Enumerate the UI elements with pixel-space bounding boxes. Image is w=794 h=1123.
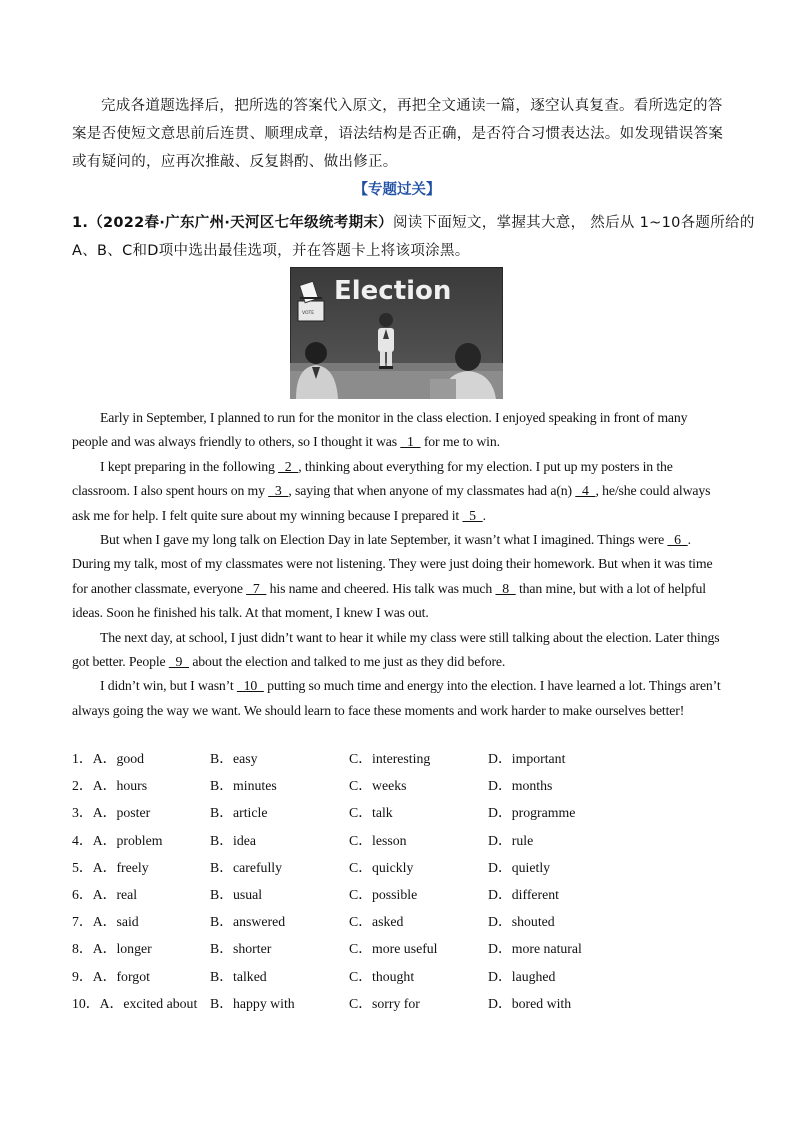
passage-paragraph — [72, 626, 722, 675]
option-a: 8．A．longer — [72, 941, 152, 957]
option-a: 7．A．said — [72, 914, 139, 930]
option-a: 10．A．excited about — [72, 995, 198, 1011]
passage-text: about the election and talked to me just as they did before. — [189, 654, 506, 670]
passage-text: But when I gave my long talk on Election Day in late September, it wasn’t what I imagined. Things were — [100, 532, 668, 548]
reading-passage — [72, 406, 722, 723]
intro-paragraph: 完成各道题选择后，把所选的答案代入原文，再把全文通读一篇，逐空认真复查。看所选定的答案是否使短文意思前后连贯、顺理成章，语法结构是否正确，是否符合习惯表达法。如发现错误答案或有疑问的，应再次推敲、反复斟酌、做出修正。 — [72, 98, 724, 170]
passage-text: . During my talk, most of my classmates were not listening. They were just doing their homework. But when it was time for another classmate, everyone — [72, 532, 713, 596]
answer-blank: 1 — [400, 434, 421, 450]
answer-blank: 8 — [495, 580, 516, 596]
option-b: B．happy with — [210, 995, 295, 1011]
answer-blank: 9 — [168, 654, 190, 670]
option-b: B．talked — [210, 968, 267, 984]
question-instruction: 阅读下面短文，掌握其大意， 然后从 1~10各题所给的A、B、C和D项中选出最佳选项，并在答题卡上将该项涂黑。 — [72, 215, 755, 259]
option-d: D．bored with — [488, 995, 572, 1011]
option-d: D．important — [488, 751, 566, 766]
passage-text: Early in September, I planned to run for the monitor in the class election. I enjoyed speaking in front of many people and was always friendly to others, so I thought it was — [72, 410, 688, 450]
option-c: C．interesting — [349, 751, 431, 766]
passage-paragraph — [72, 674, 722, 723]
option-d: D．months — [488, 778, 553, 794]
section-title: 【专题过关】 — [353, 182, 441, 198]
option-row — [72, 799, 752, 826]
option-c: C．asked — [349, 914, 404, 930]
option-a: 3．A．poster — [72, 805, 151, 821]
option-a: 2．A．hours — [72, 778, 148, 794]
option-c: C．more useful — [349, 941, 438, 957]
option-row — [72, 745, 752, 772]
option-d: D．quietly — [488, 859, 551, 875]
option-a: 6．A．real — [72, 886, 138, 902]
option-c: C．possible — [349, 886, 418, 902]
answer-options — [72, 745, 752, 1017]
option-row — [72, 990, 752, 1017]
option-row — [72, 935, 752, 962]
passage-text: putting so much time and energy into the election. I have learned a lot. Things aren’t always going the way we want. We should learn to face these moments and work harder to make ourselves better! — [72, 678, 721, 718]
passage-text: The next day, at school, I just didn’t want to hear it while my class were still talking about the election. Later things got better. People — [72, 629, 720, 670]
answer-blank: 6 — [667, 532, 688, 548]
option-row — [72, 963, 752, 990]
answer-blank: 7 — [246, 580, 267, 596]
passage-text: . — [482, 507, 486, 523]
passage-text: I kept preparing in the following — [100, 458, 279, 474]
option-a: 4．A．problem — [72, 832, 163, 848]
option-row — [72, 772, 752, 799]
answer-blank: 2 — [278, 458, 299, 474]
option-d: D．more natural — [488, 941, 582, 957]
question-header — [72, 209, 762, 265]
option-b: B．usual — [210, 886, 263, 902]
passage-paragraph — [72, 528, 722, 626]
option-b: B．answered — [210, 914, 286, 930]
question-number: 1. — [72, 215, 89, 231]
option-c: C．quickly — [349, 859, 414, 875]
option-b: B．article — [210, 805, 268, 821]
option-d: D．rule — [488, 832, 534, 848]
option-d: D．programme — [488, 805, 576, 821]
option-d: D．different — [488, 886, 560, 902]
option-b: B．easy — [210, 751, 258, 766]
passage-text: , saying that when anyone of my classmates had a(n) — [288, 483, 576, 499]
election-illustration — [290, 267, 503, 399]
option-b: B．shorter — [210, 941, 272, 957]
option-a: 1．A．good — [72, 751, 145, 766]
answer-blank: 5 — [462, 507, 483, 523]
option-a: 5．A．freely — [72, 859, 149, 875]
passage-paragraph — [72, 406, 722, 455]
ballot-box-label: VOTE — [302, 311, 315, 316]
option-c: C．lesson — [349, 832, 407, 848]
answer-blank: 10 — [236, 678, 264, 694]
option-row — [72, 827, 752, 854]
option-row — [72, 881, 752, 908]
answer-blank: 4 — [575, 483, 596, 499]
passage-text: for me to win. — [420, 434, 500, 450]
passage-text: I didn’t win, but I wasn’t — [100, 678, 237, 694]
question-source: （2022春·广东广州·天河区七年级统考期末） — [88, 215, 393, 231]
option-row — [72, 908, 752, 935]
option-b: B．idea — [210, 832, 256, 848]
option-d: D．shouted — [488, 914, 555, 930]
passage-paragraph — [72, 455, 722, 528]
passage-text: , thinking about everything for my election. I put up my posters in the classroom. I also spent hours on my — [72, 458, 673, 499]
answer-blank: 3 — [268, 483, 289, 499]
option-b: B．minutes — [210, 778, 277, 794]
option-row — [72, 854, 752, 881]
option-c: C．sorry for — [349, 995, 420, 1011]
option-c: C．talk — [349, 805, 393, 821]
passage-text: than mine, but with a lot of helpful ideas. Soon he finished his talk. At that moment, I knew I was out. — [72, 580, 706, 621]
option-b: B．carefully — [210, 859, 283, 875]
option-d: D．laughed — [488, 968, 556, 984]
option-c: C．thought — [349, 968, 415, 984]
passage-text: his name and cheered. His talk was much — [266, 580, 496, 596]
option-c: C．weeks — [349, 778, 407, 794]
option-a: 9．A．forgot — [72, 968, 150, 984]
illustration-title: Election — [334, 276, 452, 306]
passage-text: , he/she could always ask me for help. I felt quite sure about my winning because I prepared it — [72, 483, 711, 523]
